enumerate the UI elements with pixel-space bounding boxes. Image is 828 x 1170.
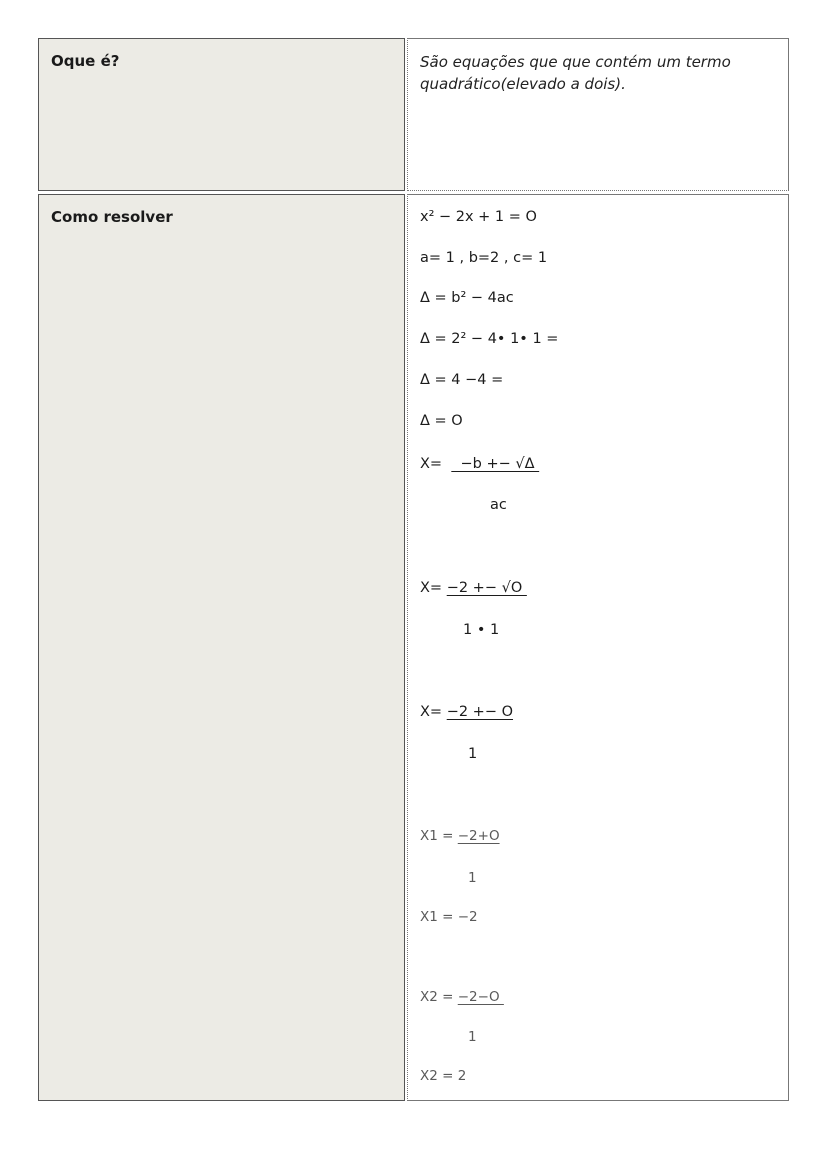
x1-numerator: −2+O [457,828,500,844]
label-cell-what-is [38,38,405,191]
x1-denominator: 1 [468,870,477,886]
label-how-to-solve: Como resolver [51,208,173,226]
label-what-is: Oque é? [51,52,120,70]
x1-line [420,828,500,844]
x-sub-denominator: 1 • 1 [463,622,500,638]
x-formula-denominator: ac [490,497,507,513]
x2-numerator: −2−O [457,989,504,1005]
x-simpl-denominator: 1 [468,746,478,762]
x-sub-numerator: −2 +− √O [446,580,527,596]
content-cell-how-to-solve [407,194,789,1101]
delta-calc-line: Δ = 4 −4 = [420,372,504,388]
x2-line [420,989,504,1005]
x-substitution-line [420,580,527,596]
delta-result-line: Δ = O [420,413,463,429]
content-cell-what-is [407,38,789,191]
label-cell-how-to-solve [38,194,405,1101]
x-simplified-line [420,704,513,720]
x2-prefix: X2 = [420,989,458,1005]
x-formula-line [420,456,539,472]
x-formula-prefix: X= [420,456,452,472]
x-simpl-prefix: X= [420,704,447,720]
definition-text: São equações que que contém um termo quadrático(elevado a dois). [420,53,731,93]
x-simpl-numerator: −2 +− O [446,704,514,720]
delta-substitution-line: Δ = 2² − 4• 1• 1 = [420,331,559,347]
delta-formula-line: Δ = b² − 4ac [420,290,514,306]
x-formula-numerator: −b +− √Δ [451,456,540,472]
x1-prefix: X1 = [420,828,458,844]
x2-result-line: X2 = 2 [420,1068,467,1084]
x2-denominator: 1 [468,1029,477,1045]
coefficients-line: a= 1 , b=2 , c= 1 [420,250,548,266]
x-sub-prefix: X= [420,580,447,596]
x1-result-line: X1 = −2 [420,909,478,925]
equation-line: x² − 2x + 1 = O [420,209,537,225]
